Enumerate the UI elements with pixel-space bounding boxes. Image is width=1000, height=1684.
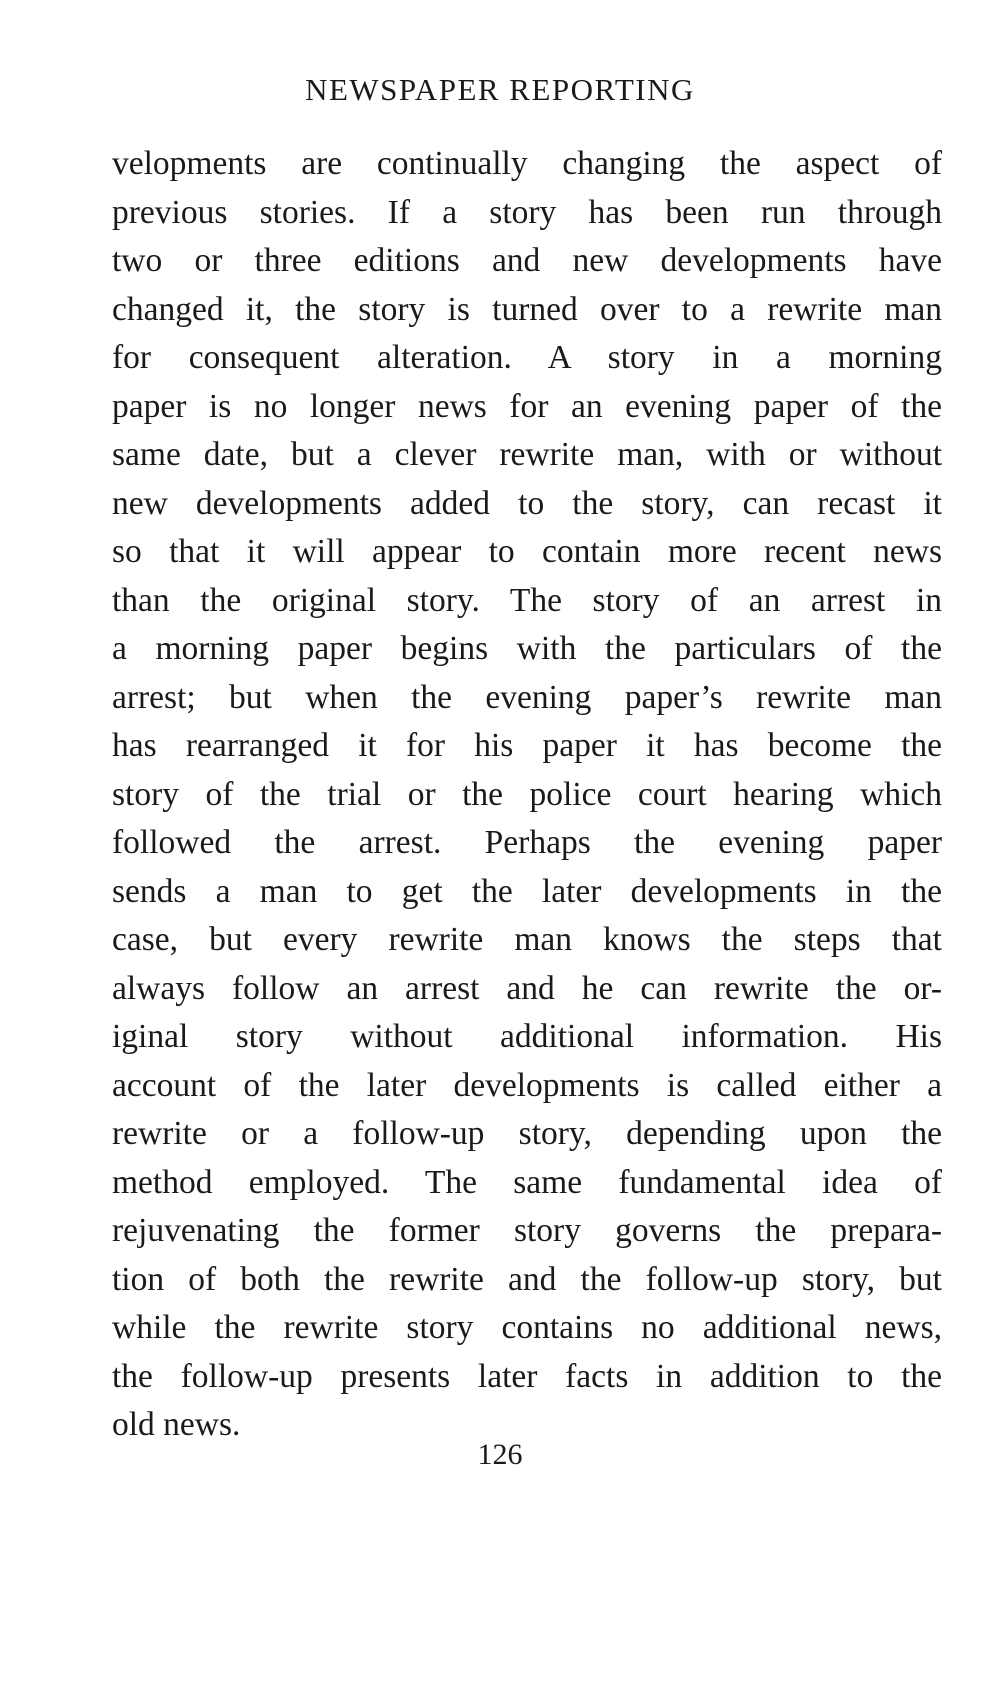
page-number: 126 xyxy=(477,1438,523,1471)
text-line: iginal story without additional information. His xyxy=(112,1018,942,1055)
running-head: NEWSPAPER REPORTING xyxy=(305,72,695,107)
text-line: sends a man to get the later developments in the xyxy=(112,872,942,910)
text-line: than the original story. The story of an arrest in xyxy=(112,581,942,619)
text-line: paper is no longer news for an evening paper of the xyxy=(112,387,942,425)
text-line: so that it will appear to contain more recent news xyxy=(112,533,942,570)
text-line: for consequent alteration. A story in a morning xyxy=(112,339,942,376)
text-line-last: old news. xyxy=(112,1406,241,1443)
body-text xyxy=(112,140,942,1450)
text-line: account of the later developments is called either a xyxy=(112,1066,942,1104)
text-line: a morning paper begins with the particulars of the xyxy=(112,630,942,667)
text-line: rewrite or a follow-up story, depending upon the xyxy=(112,1115,942,1152)
text-line: two or three editions and new developments have xyxy=(112,242,942,279)
text-line: tion of both the rewrite and the follow-up story, but xyxy=(112,1260,942,1298)
text-line: velopments are continually changing the aspect of xyxy=(112,145,942,182)
text-line: always follow an arrest and he can rewrite the or- xyxy=(112,969,942,1007)
text-line: previous stories. If a story has been run through xyxy=(112,193,942,231)
text-line: case, but every rewrite man knows the steps that xyxy=(112,921,942,958)
text-line: new developments added to the story, can recast it xyxy=(112,484,942,522)
text-line: arrest; but when the evening paper’s rewrite man xyxy=(112,678,942,716)
text-line: rejuvenating the former story governs the prepara- xyxy=(112,1212,942,1249)
text-line: method employed. The same fundamental idea of xyxy=(112,1163,942,1201)
text-line: changed it, the story is turned over to a rewrite man xyxy=(112,290,942,328)
text-line: same date, but a clever rewrite man, with or without xyxy=(112,436,942,473)
text-line: story of the trial or the police court hearing which xyxy=(112,775,942,813)
text-line: followed the arrest. Perhaps the evening paper xyxy=(112,824,942,861)
text-line: while the rewrite story contains no additional news, xyxy=(112,1309,942,1346)
text-line: has rearranged it for his paper it has become the xyxy=(112,727,942,764)
text-line: the follow-up presents later facts in addition to the xyxy=(112,1357,942,1395)
